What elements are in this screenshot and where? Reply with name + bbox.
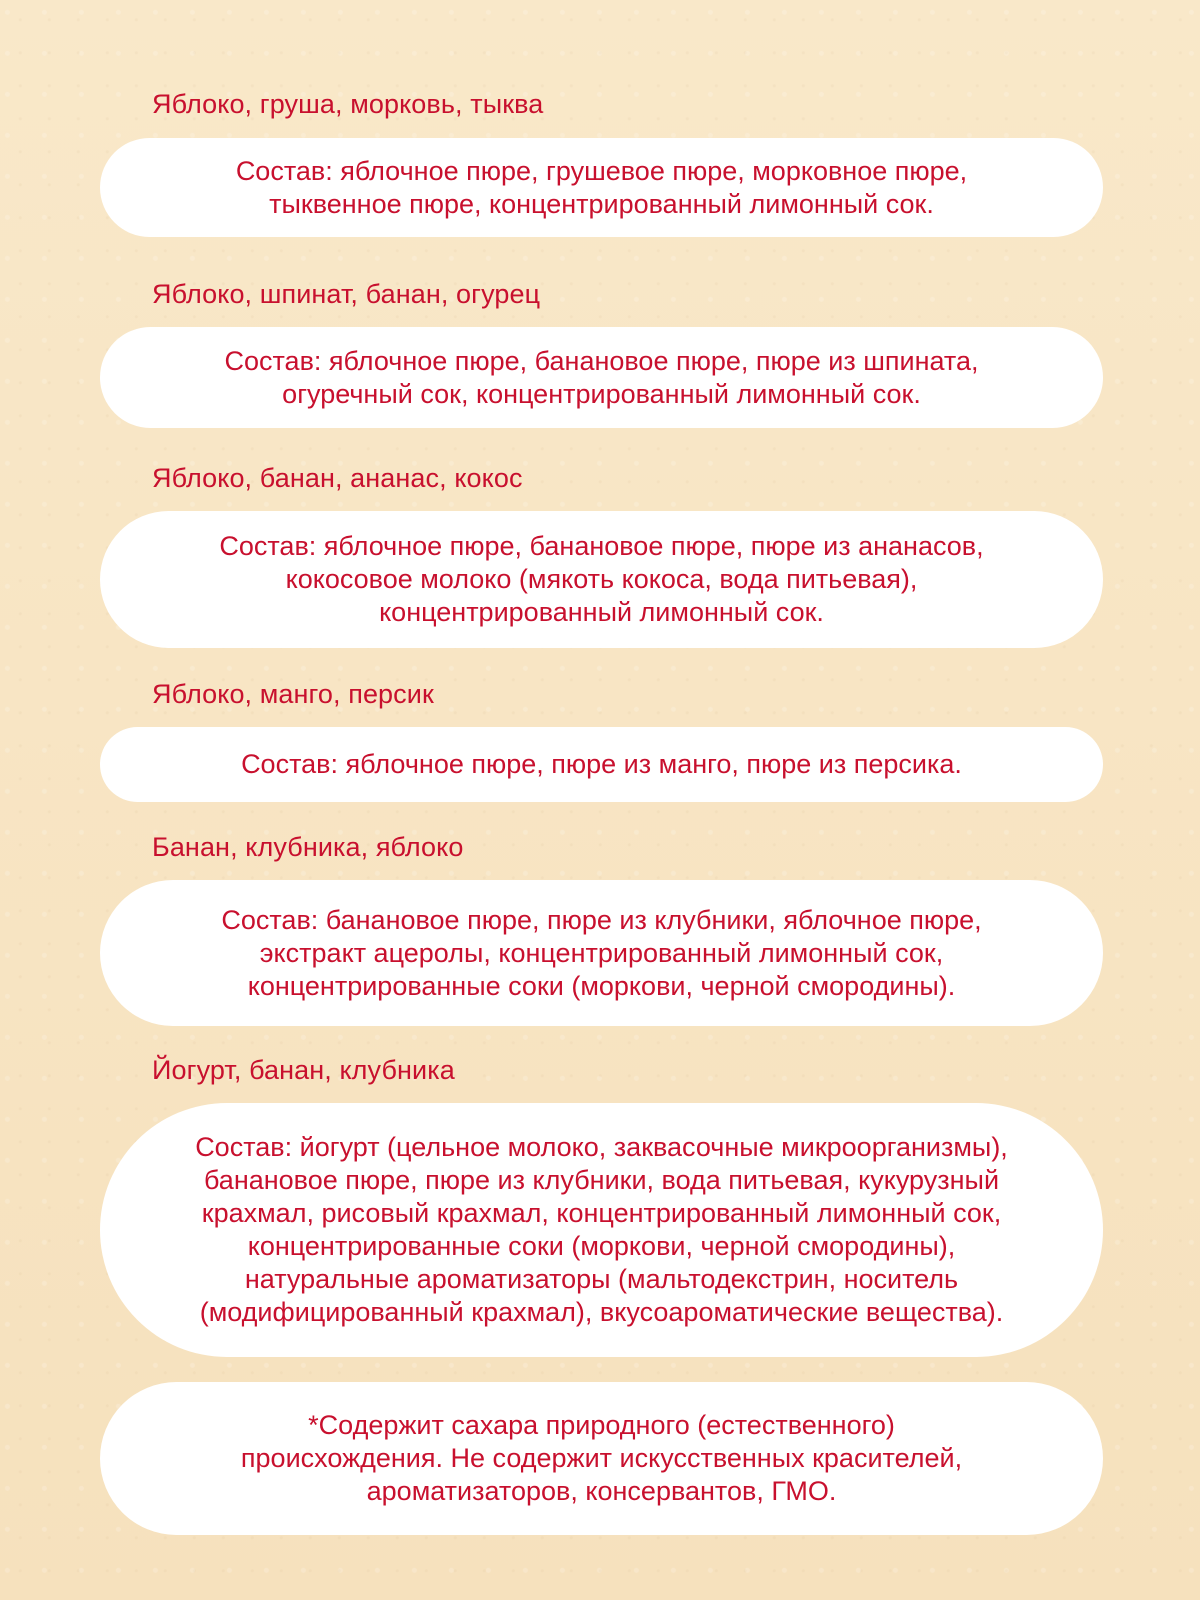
- composition-text: Состав: йогурт (цельное молоко, заквасочные микроорганизмы), банановое пюре, пюре из клубники, вода питьевая, кукурузный крахмал, рисовый крахмал, концентрированный лимонный сок, концентрированные соки (моркови, черной смородины), натуральные ароматизаторы (мальтодекстрин, носитель (модифицированный крахмал), вкусоароматические вещества).: [195, 1132, 1008, 1327]
- composition-text: Состав: яблочное пюре, грушевое пюре, морковное пюре, тыквенное пюре, концентрированный лимонный сок.: [235, 155, 968, 219]
- composition-card: [100, 880, 1103, 1026]
- footnote-card: [100, 1382, 1103, 1535]
- section-title: Банан, клубника, яблоко: [152, 832, 464, 862]
- composition-card: [100, 138, 1103, 237]
- footnote-text: *Содержит сахара природного (естественного) происхождения. Не содержит искусственных красителей, ароматизаторов, консервантов, ГМО.: [240, 1410, 963, 1506]
- composition-card: [100, 1103, 1103, 1357]
- section-title: Яблоко, манго, персик: [152, 679, 434, 709]
- composition-text: Состав: яблочное пюре, банановое пюре, пюре из шпината, огуречный сок, концентрированный лимонный сок.: [224, 345, 979, 409]
- section-title: Яблоко, банан, ананас, кокос: [152, 463, 523, 493]
- composition-card: [100, 511, 1103, 648]
- composition-text: Состав: яблочное пюре, банановое пюре, пюре из ананасов, кокосовое молоко (мякоть кокоса, вода питьевая), концентрированный лимонный сок.: [219, 531, 984, 627]
- section-title: Яблоко, груша, морковь, тыква: [152, 89, 544, 119]
- section-title: Йогурт, банан, клубника: [152, 1055, 455, 1085]
- section-title: Яблоко, шпинат, банан, огурец: [152, 279, 541, 309]
- composition-text: Состав: банановое пюре, пюре из клубники, яблочное пюре, экстракт ацеролы, концентрированный лимонный сок, концентрированные соки (моркови, черной смородины).: [221, 904, 982, 1001]
- composition-card: [100, 727, 1103, 802]
- composition-card: [100, 327, 1103, 428]
- composition-text: Состав: яблочное пюре, пюре из манго, пюре из персика.: [241, 749, 962, 779]
